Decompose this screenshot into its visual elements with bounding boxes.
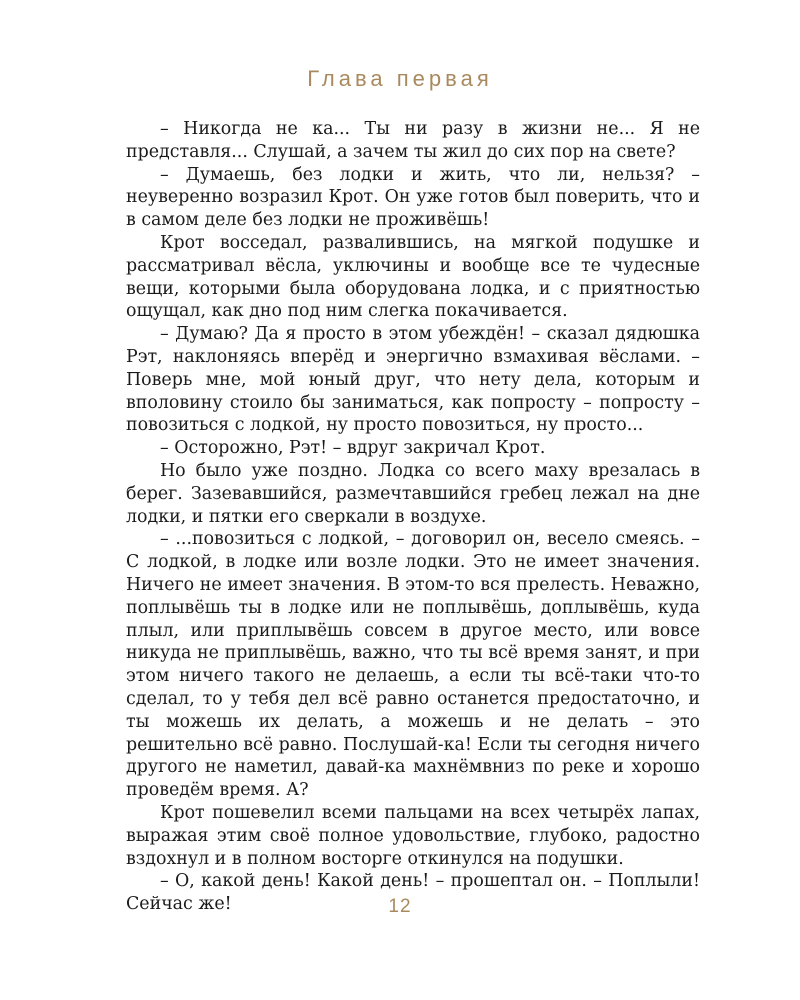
paragraph: Крот пошевелил всеми пальцами на всех четырёх лапах, выражая этим своё полное удовольствие, глубоко, радостно вздохнул и в полном восторге откинулся на подушки. xyxy=(126,802,700,869)
page-number: 12 xyxy=(388,896,412,917)
paragraph: – ...повозиться с лодкой, – договорил он, весело смеясь. – С лодкой, в лодке или возле лодки. Это не имеет значения. Ничего не имеет значения. В этом-то вся прелесть. Неважно, поплывёшь ты в лодке или не поплывёшь, доплывёшь, куда плыл, или приплывёшь совсем в другое место, или вовсе никуда не приплывёшь, важно, что ты всё время занят, и при этом ничего такого не делаешь, а если ты всё-таки что-то сделал, то у тебя дел всё равно останется предостаточно, и ты можешь их делать, а можешь и не делать – это решительно всё равно. Послушай-ка! Если ты сегодня ничего другого не наметил, давай-ка махнёмвниз по реке и хорошо проведём время. А? xyxy=(126,529,700,801)
paragraph: Крот восседал, развалившись, на мягкой подушке и рассматривал вёсла, уключины и вообще все те чудесные вещи, которыми была оборудована лодка, и с приятностью ощущал, как дно под ним слегка покачивается. xyxy=(126,232,700,322)
paragraph: – Никогда не ка... Ты ни разу в жизни не... Я не представля... Слушай, а зачем ты жил до сих пор на свете? xyxy=(126,119,700,162)
chapter-title: Глава первая xyxy=(307,66,493,91)
paragraph: Но было уже поздно. Лодка со всего маху врезалась в берег. Зазевавшийся, размечтавшийся гребец лежал на дне лодки, и пятки его сверкали в воздухе. xyxy=(126,460,700,527)
paragraph: – Думаешь, без лодки и жить, что ли, нельзя? – неуверенно возразил Крот. Он уже готов был поверить, что и в самом деле без лодки не проживёшь! xyxy=(126,164,700,231)
chapter-body xyxy=(126,118,700,916)
paragraph: – Думаю? Да я просто в этом убеждён! – сказал дядюшка Рэт, наклоняясь вперёд и энергично взмахивая вёслами. – Поверь мне, мой юный друг, что нету дела, которым и вполовину стоило бы заниматься, как попросту – попросту – повозиться с лодкой, ну просто повозиться, ну просто... xyxy=(126,324,700,436)
paragraph: – Осторожно, Рэт! – вдруг закричал Крот. xyxy=(160,438,546,459)
paragraph: – О, какой день! Какой день! – прошептал он. – Поплыли! Сейчас же! xyxy=(126,871,700,915)
